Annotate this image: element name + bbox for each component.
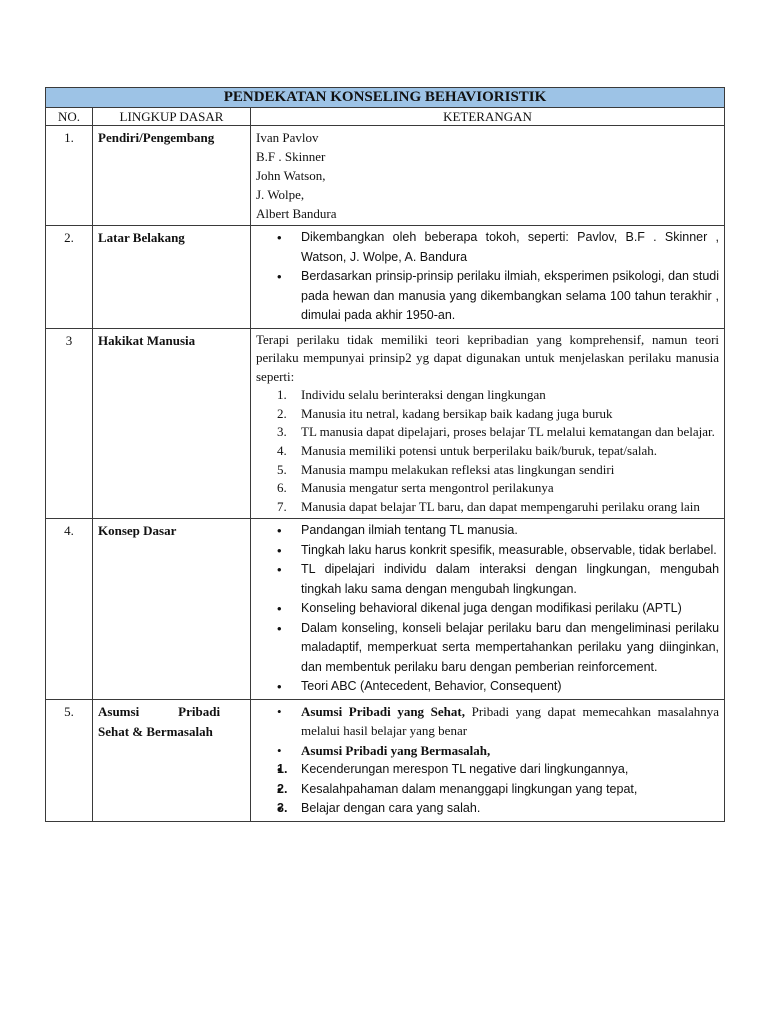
- behavioristic-table: [45, 87, 725, 822]
- founder-line: B.F . Skinner: [256, 149, 326, 164]
- table-row: [46, 328, 725, 519]
- list-item: [256, 386, 719, 405]
- item-text: Manusia memiliki potensi untuk berperilaku baik/buruk, tepat/salah.: [301, 443, 657, 459]
- bullet-list: [256, 702, 719, 819]
- item-number: • 3.: [277, 801, 288, 816]
- item-text: Manusia mampu melakukan refleksi atas lingkungan sendiri: [301, 461, 615, 477]
- intro-paragraph: Terapi perilaku tidak memiliki teori kepribadian yang komprehensif, namun teori perilaku mempunyai prinsip2 yg dapat digunakan untuk menjelaskan perilaku manusia seperti:: [256, 331, 720, 384]
- item-number: 6.: [277, 480, 287, 496]
- item-number: 7.: [277, 498, 287, 514]
- item-text: Kecenderungan merespon TL negative dari lingkungannya,: [301, 762, 629, 777]
- list-item: • Dalam konseling, konseli belajar perilaku baru dan mengeliminasi perilaku maladaptif, memperkuat serta mempertahankan perilaku yang diinginkan, dan membentuk perilaku baru dengan pemberian reinforcement.: [256, 619, 719, 678]
- table-row: [46, 226, 725, 329]
- document-page: [45, 87, 724, 822]
- row-desc: [251, 519, 725, 700]
- row-desc: [251, 328, 725, 519]
- problem-label: Asumsi Pribadi yang Bermasalah,: [301, 742, 491, 758]
- row-number: 5.: [46, 699, 93, 821]
- founder-line: Albert Bandura: [256, 206, 337, 221]
- item-number: 2.: [277, 405, 287, 421]
- list-item: [256, 461, 719, 480]
- list-item: [256, 423, 719, 442]
- table-row: [46, 519, 725, 700]
- header-desc: KETERANGAN: [251, 108, 725, 126]
- table-row: [46, 126, 725, 226]
- scope-line: Sehat & Bermasalah: [98, 723, 213, 739]
- bullet-list: [256, 228, 719, 326]
- list-item: [256, 741, 719, 819]
- item-number: 5.: [277, 461, 287, 477]
- scope-line: Asumsi Pribadi: [98, 703, 221, 719]
- header-no: NO.: [46, 108, 93, 126]
- header-scope: LINGKUP DASAR: [93, 108, 251, 126]
- healthy-text: Pribadi yang dapat memecahkan masalahnya melalui hasil belajar yang benar: [301, 703, 720, 739]
- founder-line: John Watson,: [256, 168, 326, 183]
- list-item: • Tingkah laku harus konkrit spesifik, measurable, observable, tidak berlabel.: [256, 541, 719, 561]
- row-scope: Latar Belakang: [93, 226, 251, 329]
- list-item: [256, 479, 719, 498]
- item-number: 1.: [277, 387, 287, 403]
- item-text: Kesalahpahaman dalam menanggapi lingkungan yang tepat,: [301, 781, 638, 796]
- list-item: [256, 405, 719, 424]
- list-item: [256, 442, 719, 461]
- founder-line: Ivan Pavlov: [256, 130, 319, 145]
- founder-line: J. Wolpe,: [256, 187, 305, 202]
- list-item: [256, 702, 719, 741]
- list-item: • Dikembangkan oleh beberapa tokoh, seperti: Pavlov, B.F . Skinner , Watson, J. Wolpe, A. Bandura: [256, 228, 719, 267]
- list-item: • TL dipelajari individu dalam interaksi dengan lingkungan, mengubah tingkah laku sama dengan mengubah lingkungan.: [256, 560, 719, 599]
- table-row: [46, 699, 725, 821]
- row-scope: Hakikat Manusia: [93, 328, 251, 519]
- item-number: • 1.: [277, 762, 288, 777]
- row-scope: [93, 699, 251, 821]
- item-text: Manusia dapat belajar TL baru, dan dapat mempengaruhi perilaku orang lain: [301, 498, 700, 514]
- list-item: • Pandangan ilmiah tentang TL manusia.: [256, 521, 719, 541]
- table-title: PENDEKATAN KONSELING BEHAVIORISTIK: [46, 88, 725, 108]
- item-text: Belajar dengan cara yang salah.: [301, 801, 481, 816]
- item-text: Manusia itu netral, kadang bersikap baik kadang juga buruk: [301, 405, 613, 421]
- item-text: TL manusia dapat dipelajari, proses belajar TL melalui kematangan dan belajar.: [301, 424, 715, 440]
- list-item: [256, 780, 719, 800]
- row-number: 3: [46, 328, 93, 519]
- list-item: • Berdasarkan prinsip-prinsip perilaku ilmiah, eksperimen psikologi, dan studi pada hewan dan manusia yang dikembangkan selama 100 tahun terakhir , dimulai pada akhir 1950-an.: [256, 267, 719, 326]
- list-item: [256, 760, 719, 780]
- item-text: Individu selalu berinteraksi dengan lingkungan: [301, 387, 546, 403]
- item-number: 3.: [277, 424, 287, 440]
- row-scope: Pendiri/Pengembang: [93, 126, 251, 226]
- row-desc: [251, 226, 725, 329]
- bullet-list: [256, 521, 719, 697]
- row-desc: [251, 126, 725, 226]
- item-text: Manusia mengatur serta mengontrol perilakunya: [301, 480, 554, 496]
- item-number: • 2.: [277, 781, 288, 796]
- row-number: 1.: [46, 126, 93, 226]
- list-item: • Teori ABC (Antecedent, Behavior, Consequent): [256, 677, 719, 697]
- list-item: [256, 498, 719, 517]
- row-number: 2.: [46, 226, 93, 329]
- list-item: • Konseling behavioral dikenal juga dengan modifikasi perilaku (APTL): [256, 599, 719, 619]
- item-number: 4.: [277, 443, 287, 459]
- row-number: 4.: [46, 519, 93, 700]
- healthy-label: Asumsi Pribadi yang Sehat,: [301, 703, 465, 719]
- header-row: [46, 108, 725, 126]
- title-row: [46, 88, 725, 108]
- numbered-list: [256, 386, 719, 516]
- row-scope: Konsep Dasar: [93, 519, 251, 700]
- row-desc: [251, 699, 725, 821]
- list-item: [256, 799, 719, 819]
- numbered-list: [256, 760, 719, 819]
